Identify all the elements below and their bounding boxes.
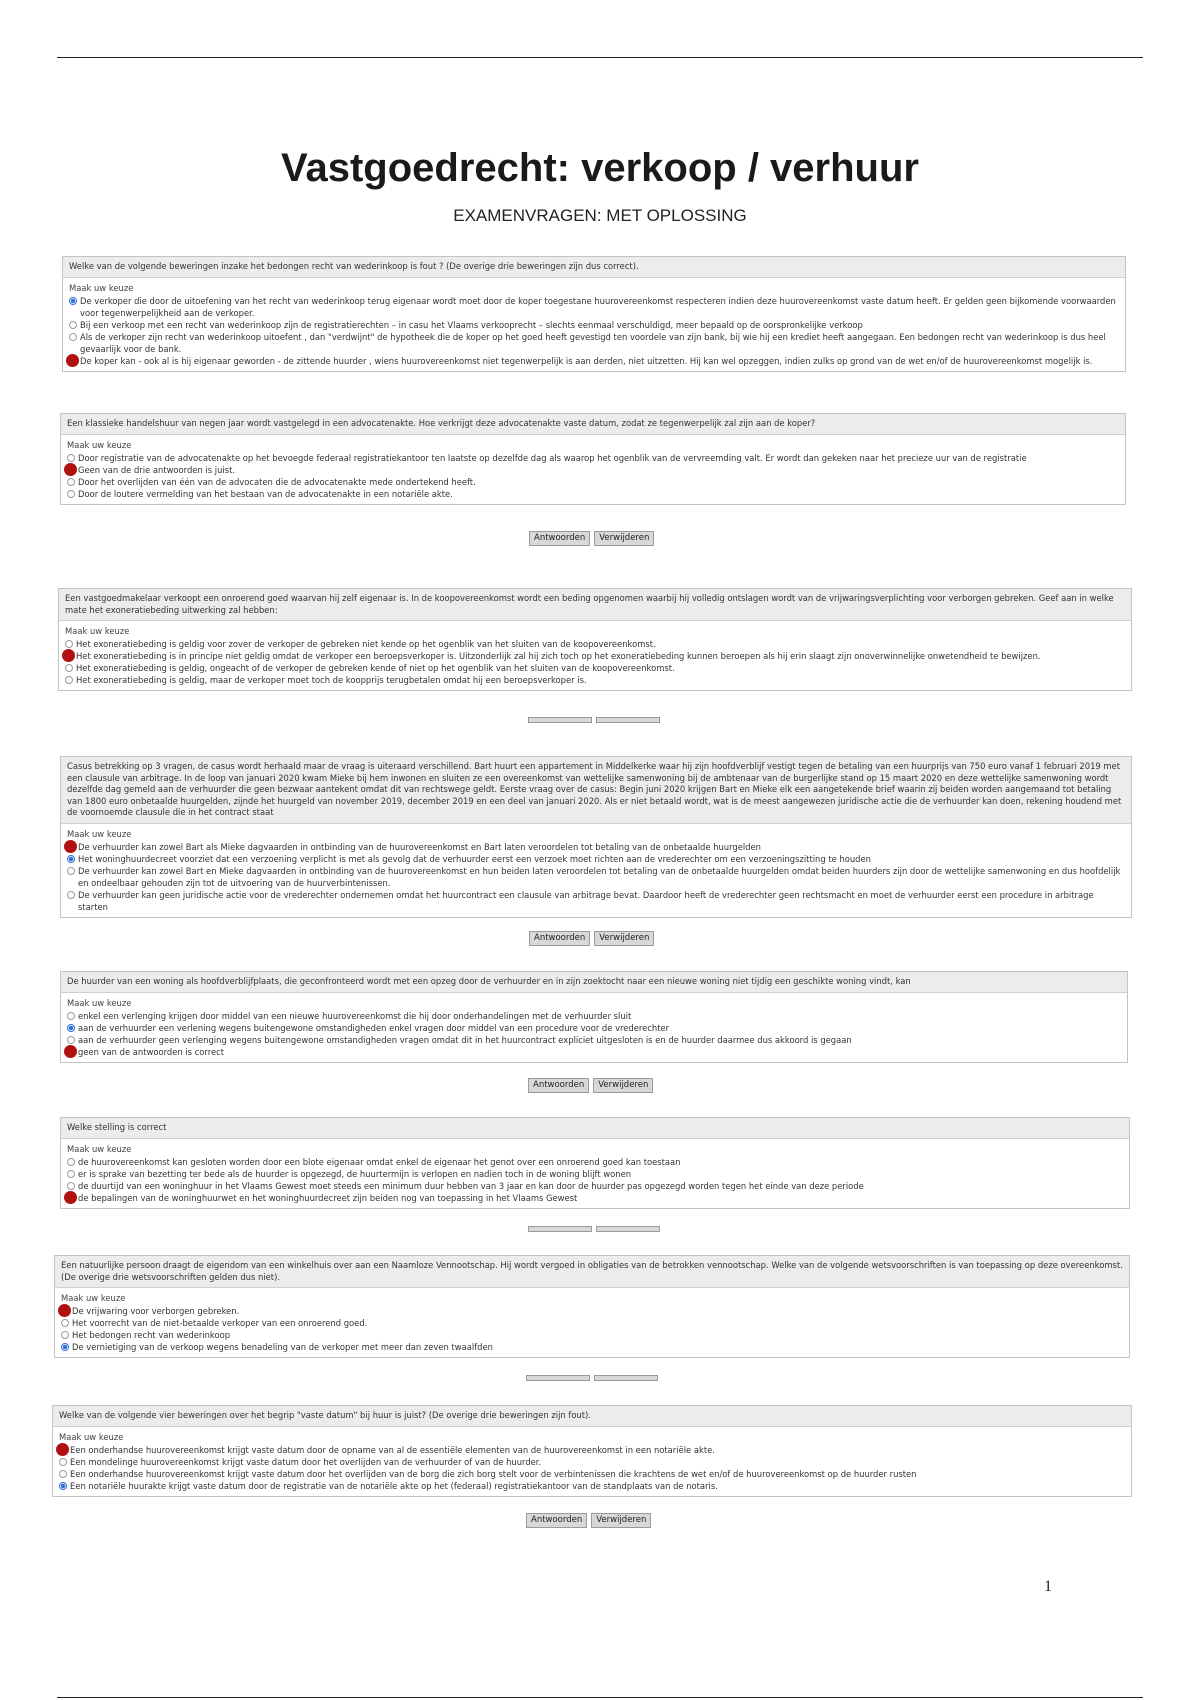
- answer-option[interactable]: [59, 1456, 1125, 1468]
- delete-button[interactable]: Verwijderen: [594, 531, 654, 546]
- question-text: De huurder van een woning als hoofdverblijfplaats, die geconfronteerd wordt met een opzeg door de verhuurder en in zijn zoektocht naar een nieuwe woning niet tijdig een geschikte woning vindt, kan: [61, 972, 1127, 993]
- answer-option[interactable]: [67, 853, 1125, 865]
- radio-icon[interactable]: [67, 1158, 75, 1166]
- question-buttons: [528, 717, 660, 723]
- answer-option-label: Een notariële huurakte krijgt vaste datum door de registratie van de notariële akte op het (federaal) registratiekantoor van de standplaats van de notaris.: [70, 1480, 718, 1491]
- answer-option-label: De verkoper die door de uitoefening van het recht van wederinkoop terug eigenaar wordt moet door de koper toegestane huurovereenkomst respecteren indien deze huurovereenkomst vaste datum heeft. Er gelden geen bijkomende voorwaarden voor tegenwerpelijkheid aan de verkoper.: [80, 295, 1116, 318]
- answer-option[interactable]: [69, 355, 1119, 367]
- answer-option-label: Door het overlijden van één van de advocaten die de advocatenakte mede ondertekend heeft.: [78, 476, 476, 487]
- answer-option[interactable]: [67, 1046, 1121, 1058]
- answer-button[interactable]: Antwoorden: [529, 531, 590, 546]
- radio-icon[interactable]: [67, 1182, 75, 1190]
- radio-selected-icon[interactable]: [61, 1343, 69, 1351]
- answer-option[interactable]: [59, 1468, 1125, 1480]
- delete-button[interactable]: [594, 1375, 658, 1381]
- answer-option[interactable]: [67, 841, 1125, 853]
- answer-option[interactable]: [67, 1168, 1123, 1180]
- radio-icon[interactable]: [65, 664, 73, 672]
- answer-option-label: Het woninghuurdecreet voorziet dat een verzoening verplicht is met als gevolg dat de verhuurder eerst een verzoek moet richten aan de vrederechter om een verzoeningszitting te houden: [78, 853, 871, 864]
- question-buttons: [529, 531, 654, 546]
- answer-option-label: er is sprake van bezetting ter bede als de huurder is opgezegd, de huurtermijn is verlopen en nadien toch in de woning blijft wonen: [78, 1168, 632, 1179]
- radio-icon[interactable]: [65, 640, 73, 648]
- question-buttons: [528, 1226, 660, 1232]
- answer-button[interactable]: [528, 1226, 592, 1232]
- choose-label: Maak uw keuze: [67, 1143, 132, 1154]
- answer-option[interactable]: [61, 1305, 1123, 1317]
- answer-option[interactable]: [61, 1341, 1123, 1353]
- radio-icon[interactable]: [67, 1036, 75, 1044]
- answer-option[interactable]: [59, 1480, 1125, 1492]
- radio-icon[interactable]: [61, 1319, 69, 1327]
- answer-option-label: geen van de antwoorden is correct: [78, 1046, 225, 1057]
- page-number: 1: [1044, 1578, 1052, 1595]
- question-text: Een natuurlijke persoon draagt de eigendom van een winkelhuis over aan een Naamloze Vennootschap. Hij wordt vergoed in obligaties van de betrokken vennootschap. Welke van de volgende wetsvoorschriften is van toepassing op deze overeenkomst. (De overige drie wetsvoorschriften gelden dus niet).: [55, 1256, 1129, 1288]
- radio-icon[interactable]: [59, 1470, 67, 1478]
- page-title: Vastgoedrecht: verkoop / verhuur: [281, 146, 919, 190]
- answer-option-label: Het exoneratiebeding is geldig voor zover de verkoper de gebreken niet kende op het ogenblik van het sluiten van de koopovereenkomst.: [76, 639, 656, 649]
- radio-icon[interactable]: [67, 490, 75, 498]
- question-buttons: [526, 1375, 658, 1381]
- correct-answer-mark-icon: [66, 354, 79, 367]
- answer-option-label: aan de verhuurder een verlening wegens buitengewone omstandigheden enkel vragen door middel van een procedure voor de vrederechter: [78, 1022, 670, 1033]
- answer-option-label: Het bedongen recht van wederinkoop: [72, 1330, 231, 1340]
- answer-option[interactable]: [67, 1010, 1121, 1022]
- answer-button[interactable]: Antwoorden: [529, 931, 590, 946]
- radio-icon[interactable]: [69, 333, 77, 341]
- question-text: Welke van de volgende beweringen inzake het bedongen recht van wederinkoop is fout ? (De overige drie beweringen zijn dus correct).: [63, 257, 1125, 278]
- radio-icon[interactable]: [65, 676, 73, 684]
- answer-option-label: Bij een verkoop met een recht van wederinkoop zijn de registratierechten – in casu het Vlaams verkooprecht – slechts eenmaal verschuldigd, meer bepaald op de oorspronkelijke verkoop: [80, 319, 863, 330]
- radio-icon[interactable]: [67, 478, 75, 486]
- answer-option[interactable]: [65, 662, 1125, 674]
- question-text: Een vastgoedmakelaar verkoopt een onroerend goed waarvan hij zelf eigenaar is. In de koopovereenkomst wordt een beding opgenomen waarbij hij volledig ontslagen wordt van de vrijwaringsverplichting voor verborgen gebreken. Geef aan in welke mate het exoneratiebeding uitwerking zal hebben:: [59, 589, 1131, 621]
- answer-option[interactable]: [69, 331, 1119, 355]
- answer-option-label: Een mondelinge huurovereenkomst krijgt vaste datum door het overlijden van de verhuurder of van de huurder.: [70, 1456, 542, 1467]
- radio-selected-icon[interactable]: [59, 1482, 67, 1490]
- question-text: Een klassieke handelshuur van negen jaar wordt vastgelegd in een advocatenakte. Hoe verkrijgt deze advocatenakte vaste datum, zodat ze tegenwerpelijk zal zijn aan de koper?: [61, 414, 1125, 435]
- question-text: Casus betrekking op 3 vragen, de casus wordt herhaald maar de vraag is uiteraard verschillend. Bart huurt een appartement in Middelkerke waar hij zijn hoofdverblijf vestigt tegen de betaling van een huurprijs van 750 euro vanaf 1 februari 2019 met een clausule van arbitrage. In de loop van januari 2020 kwam Mieke bij hem inwonen en sluiten ze een overeenkomst van wettelijke samenwoning bij de ambtenaar van de burgerlijke stand op 15 maart 2020 en deze wettelijke samenwoning wordt dezelfde dag gemeld aan de verhuurder die geen bezwaar aantekent omdat dit van rechtswege geldt. Eerste vraag over de casus: Begin juni 2020 krijgen Bart en Mieke elk een aangetekende brief waarin zij beiden worden aangemaand tot betaling van 1800 euro onbetaalde huurgelden, zijnde het huurgeld van november 2019, december 2019 en een deel van januari 2020. Als er niet betaald wordt, wat is de meest aangewezen juridische actie die de verhuurder kan doen, rekening houdend met de voornoemde clausule die in het contract staat: [61, 757, 1131, 824]
- question-card: [54, 1255, 1130, 1358]
- choose-label: Maak uw keuze: [61, 1293, 126, 1303]
- question-card: [60, 413, 1126, 505]
- answer-option-label: de huurovereenkomst kan gesloten worden door een blote eigenaar omdat enkel de eigenaar het genot over een onroerend goed kan toestaan: [78, 1156, 681, 1167]
- answer-option[interactable]: [67, 1034, 1121, 1046]
- correct-answer-mark-icon: [64, 1191, 77, 1204]
- choose-label: Maak uw keuze: [67, 828, 132, 839]
- answer-option-label: De vrijwaring voor verborgen gebreken.: [72, 1306, 240, 1316]
- answer-option-label: Het voorrecht van de niet-betaalde verkoper van een onroerend goed.: [72, 1318, 368, 1328]
- delete-button[interactable]: Verwijderen: [593, 1078, 653, 1093]
- answer-option[interactable]: [67, 452, 1119, 464]
- answer-option[interactable]: [61, 1329, 1123, 1341]
- answer-option-label: Als de verkoper zijn recht van wederinkoop uitoefent , dan "verdwijnt" de hypotheek die de koper op het goed heeft gevestigd ten voordele van zijn bank, bij wie hij een krediet heeft aangegaan. Een bedongen recht van wederinkoop is dus heel gevaarlijk voor de bank.: [80, 331, 1106, 354]
- answer-option[interactable]: [67, 1192, 1123, 1204]
- answer-button[interactable]: [526, 1375, 590, 1381]
- question-card: [52, 1405, 1132, 1497]
- answer-option-label: Het exoneratiebeding is geldig, maar de verkoper moet toch de koopprijs terugbetalen omdat hij een beroepsverkoper is.: [76, 675, 587, 685]
- choose-label: Maak uw keuze: [59, 1431, 124, 1442]
- question-card: [60, 971, 1128, 1063]
- radio-icon[interactable]: [67, 1012, 75, 1020]
- answer-option[interactable]: [67, 865, 1125, 889]
- answer-option-label: De verhuurder kan geen juridische actie voor de vrederechter ondernemen omdat het huurcontract een clausule van arbitrage bevat. Daardoor heeft de vrederechter geen rechtsmacht en moet de verhuurder eerst een procedure in arbitrage starten: [78, 889, 1094, 912]
- correct-answer-mark-icon: [64, 463, 77, 476]
- delete-button[interactable]: Verwijderen: [591, 1513, 651, 1528]
- answer-option[interactable]: [59, 1444, 1125, 1456]
- answer-option-label: Een onderhandse huurovereenkomst krijgt vaste datum door het overlijden van de borg die zich borg stelt voor de verbintenissen die krachtens de wet en/of de huurovereenkomst op de huurder rusten: [70, 1468, 917, 1479]
- question-card: [60, 756, 1132, 918]
- answer-option[interactable]: [67, 464, 1119, 476]
- question-text: Welke stelling is correct: [61, 1118, 1129, 1139]
- question-card: [58, 588, 1132, 691]
- answer-option-label: Een onderhandse huurovereenkomst krijgt vaste datum door de opname van al de essentiële elementen van de huurovereenkomst in een notariële akte.: [70, 1444, 715, 1455]
- answer-option-label: Door de loutere vermelding van het bestaan van de advocatenakte in een notariële akte.: [78, 488, 453, 499]
- answer-option-label: aan de verhuurder geen verlenging wegens buitengewone omstandigheden vragen omdat dit in het huurcontract expliciet uitgesloten is en de huurder daarmee dus akkoord is gegaan: [78, 1034, 852, 1045]
- radio-selected-icon[interactable]: [67, 855, 75, 863]
- answer-option-label: De verhuurder kan zowel Bart als Mieke dagvaarden in ontbinding van de huurovereenkomst en Bart laten veroordelen tot betaling van de onbetaalde huurgelden: [78, 841, 761, 852]
- delete-button[interactable]: Verwijderen: [594, 931, 654, 946]
- radio-icon[interactable]: [69, 321, 77, 329]
- answer-button[interactable]: [528, 717, 592, 723]
- answer-option-label: De vernietiging van de verkoop wegens benadeling van de verkoper met meer dan zeven twaalfden: [72, 1342, 493, 1352]
- question-buttons: [526, 1513, 651, 1528]
- answer-option-label: De koper kan - ook al is hij eigenaar geworden - de zittende huurder , wiens huurovereenkomst niet tegenwerpelijk is aan derden, niet uitzetten. Hij kan wel opzeggen, indien zulks op grond van de wet en/of de huurovereenkomst mogelijk is.: [80, 355, 1093, 366]
- choose-label: Maak uw keuze: [69, 282, 134, 293]
- answer-option[interactable]: [69, 319, 1119, 331]
- radio-icon[interactable]: [67, 1170, 75, 1178]
- correct-answer-mark-icon: [56, 1443, 69, 1456]
- choose-label: Maak uw keuze: [67, 997, 132, 1008]
- answer-option[interactable]: [67, 1022, 1121, 1034]
- answer-option-label: De verhuurder kan zowel Bart en Mieke dagvaarden in ontbinding van de huurovereenkomst en hun beiden laten veroordelen tot betaling van de onbetaalde huurgelden omdat beiden huurders zijn door de wettelijke samenwoning en dus hoofdelijk en ondeelbaar gehouden zijn tot de uitvoering van de huurverbintenissen.: [78, 865, 1121, 888]
- answer-option[interactable]: [61, 1317, 1123, 1329]
- answer-option[interactable]: [67, 488, 1119, 500]
- correct-answer-mark-icon: [62, 649, 75, 662]
- answer-option-label: Geen van de drie antwoorden is juist.: [78, 464, 236, 475]
- radio-icon[interactable]: [67, 454, 75, 462]
- answer-option-label: de duurtijd van een woninghuur in het Vlaams Gewest moet steeds een minimum duur hebben van 3 jaar en kan door de huurder pas opgezegd worden tegen het einde van deze periode: [78, 1180, 864, 1191]
- delete-button[interactable]: [596, 1226, 660, 1232]
- answer-option[interactable]: [67, 1180, 1123, 1192]
- answer-option-label: enkel een verlenging krijgen door middel van een nieuwe huurovereenkomst die hij door onderhandelingen met de verhuurder sluit: [78, 1010, 632, 1021]
- radio-icon[interactable]: [61, 1331, 69, 1339]
- answer-option[interactable]: [67, 1156, 1123, 1168]
- answer-button[interactable]: Antwoorden: [526, 1513, 587, 1528]
- question-card: [62, 256, 1126, 372]
- radio-icon[interactable]: [59, 1458, 67, 1466]
- answer-option[interactable]: [65, 674, 1125, 686]
- correct-answer-mark-icon: [64, 1045, 77, 1058]
- answer-option[interactable]: [65, 650, 1125, 662]
- correct-answer-mark-icon: [58, 1304, 71, 1317]
- radio-selected-icon[interactable]: [67, 1024, 75, 1032]
- radio-icon[interactable]: [67, 891, 75, 899]
- answer-option[interactable]: [67, 476, 1119, 488]
- answer-option-label: Door registratie van de advocatenakte op het bevoegde federaal registratiekantoor ten laatste op dezelfde dag als waarop het ogenblik van de vervreemding valt. Er wordt dan gekeken naar het precieze uur van de registratie: [78, 452, 1027, 463]
- answer-option-label: de bepalingen van de woninghuurwet en het woninghuurdecreet zijn beiden nog van toepassing in het Vlaams Gewest: [78, 1192, 578, 1203]
- question-card: [60, 1117, 1130, 1209]
- answer-option-label: Het exoneratiebeding is in principe niet geldig omdat de verkoper een beroepsverkoper is. Uitzonderlijk zal hij zich toch op het exoneratiebeding kunnen beroepen als hij erin slaagt zijn onoverwinnelijke onwetendheid te bewijzen.: [76, 651, 1041, 661]
- choose-label: Maak uw keuze: [67, 439, 132, 450]
- radio-selected-icon[interactable]: [69, 297, 77, 305]
- delete-button[interactable]: [596, 717, 660, 723]
- bottom-rule: [57, 1697, 1143, 1698]
- question-text: Welke van de volgende vier beweringen over het begrip "vaste datum" bij huur is juist? (De overige drie beweringen zijn fout).: [53, 1406, 1131, 1427]
- question-buttons: [529, 931, 654, 946]
- top-rule: [57, 57, 1143, 58]
- correct-answer-mark-icon: [64, 840, 77, 853]
- answer-option[interactable]: [65, 638, 1125, 650]
- radio-icon[interactable]: [67, 867, 75, 875]
- answer-option[interactable]: [67, 889, 1125, 913]
- answer-option-label: Het exoneratiebeding is geldig, ongeacht of de verkoper de gebreken kende of niet op het ogenblik van het sluiten van de koopovereenkomst.: [76, 663, 675, 673]
- question-buttons: [528, 1078, 653, 1093]
- choose-label: Maak uw keuze: [65, 626, 130, 636]
- answer-button[interactable]: Antwoorden: [528, 1078, 589, 1093]
- answer-option[interactable]: [69, 295, 1119, 319]
- page-subtitle: EXAMENVRAGEN: MET OPLOSSING: [453, 206, 747, 225]
